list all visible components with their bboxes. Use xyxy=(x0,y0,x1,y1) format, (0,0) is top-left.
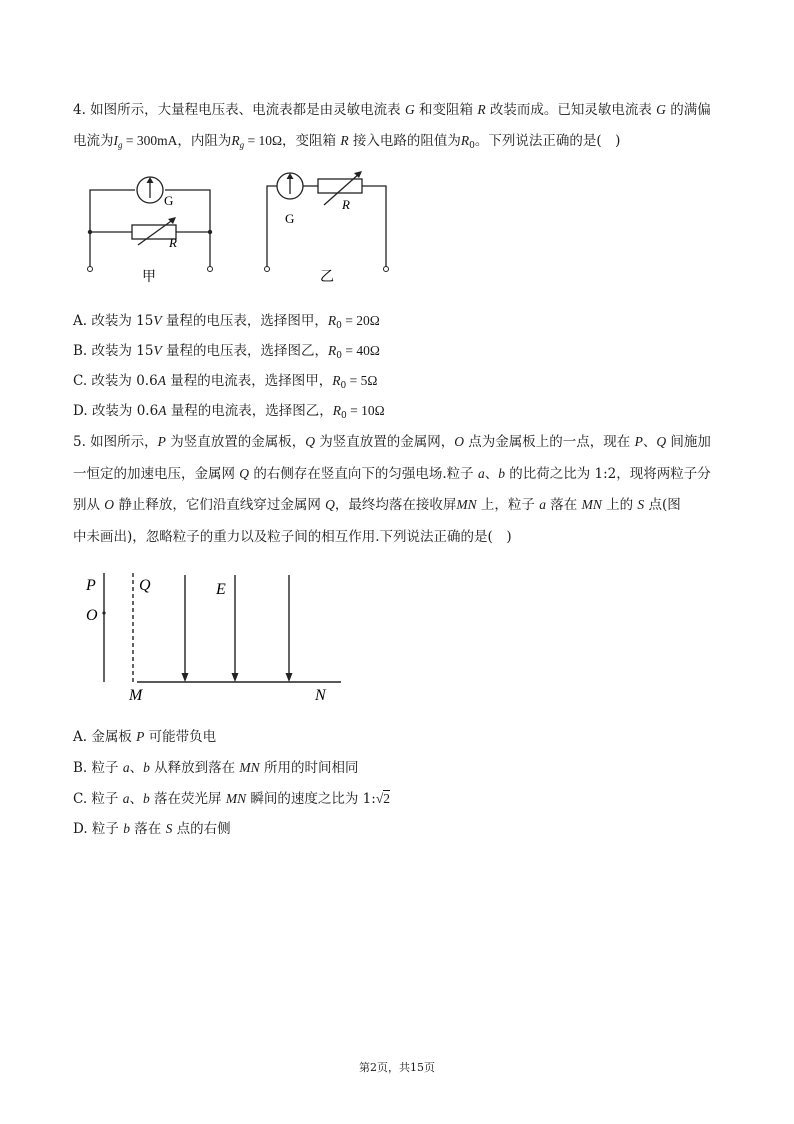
q4-fig-label-jia: 甲 xyxy=(142,270,156,285)
q5-fig-N-label: N xyxy=(315,687,326,704)
q4-option-c: C. 改装为 0.6A 量程的电流表，选择图甲，$R_0 = 5\Omega$ xyxy=(73,373,378,391)
q5-stem-line3: 别从 O 静止释放，它们沿直线穿过金属网 Q，最终均落在接收屏MN 上，粒子 a 落在 MN 上的 S 点(图 xyxy=(73,497,681,513)
q4-fig-label-yi: 乙 xyxy=(320,270,334,285)
q4-circuit-figure xyxy=(80,165,410,290)
q5-fig-P-label: P xyxy=(86,577,96,594)
q5-option-d: D. 粒子 b 落在 S 点的右侧 xyxy=(73,821,231,837)
q5-fig-O-label: O xyxy=(86,607,98,624)
q5-stem-line1: 5. 如图所示，P 为竖直放置的金属板，Q 为竖直放置的金属网，O 点为金属板上的一点，现在 P、Q 间施加 xyxy=(73,434,711,450)
sqrt-symbol: √ xyxy=(375,791,384,806)
page-footer: 第2页，共15页 xyxy=(359,1061,435,1074)
q4-stem-line1: 4. 如图所示，大量程电压表、电流表都是由灵敏电流表 G 和变阻箱 R 改装而成。已知灵敏电流表 G 的满偏 xyxy=(73,102,711,118)
q4-fig-yi-G-label: G xyxy=(285,211,295,226)
q4-option-a: A. 改装为 15V 量程的电压表，选择图甲，$R_0 = 20\Omega$ xyxy=(73,313,380,331)
q5-stem-line4: 中未画出)，忽略粒子的重力以及粒子间的相互作用.下列说法正确的是( ) xyxy=(73,529,512,545)
q4-stem-line2: 电流为$I_g = 300mA$，内阻为$R_g = 10\Omega$，变阻箱 R 接入电路的阻值为$R_0$。下列说法正确的是( ) xyxy=(73,133,621,151)
q5-option-a: A. 金属板 P 可能带负电 xyxy=(73,729,217,745)
q5-fig-M-label: M xyxy=(129,687,143,704)
q4-fig-jia-G-label: G xyxy=(164,193,174,208)
q5-field-figure xyxy=(80,565,360,705)
q5-option-b: B. 粒子 a、b 从释放到落在 MN 所用的时间相同 xyxy=(73,760,359,776)
q4-option-b: B. 改装为 15V 量程的电压表，选择图乙，$R_0 = 40\Omega$ xyxy=(73,343,380,361)
sqrt-radicand: 2 xyxy=(383,791,390,806)
q5-fig-E-label: E xyxy=(216,581,226,598)
q5-stem-line2: 一恒定的加速电压，金属网 Q 的右侧存在竖直向下的匀强电场.粒子 a、b 的比荷之比为 1:2，现将两粒子分 xyxy=(73,466,711,482)
q5-fig-Q-label: Q xyxy=(139,577,151,594)
q4-fig-jia-R-label: R xyxy=(169,235,177,250)
q5-option-c: C. 粒子 a、b 落在荧光屏 MN 瞬间的速度之比为 1:√2 xyxy=(73,791,390,807)
q4-fig-yi-R-label: R xyxy=(342,197,350,212)
q4-option-d: D. 改装为 0.6A 量程的电流表，选择图乙，$R_0 = 10\Omega$ xyxy=(73,403,385,421)
